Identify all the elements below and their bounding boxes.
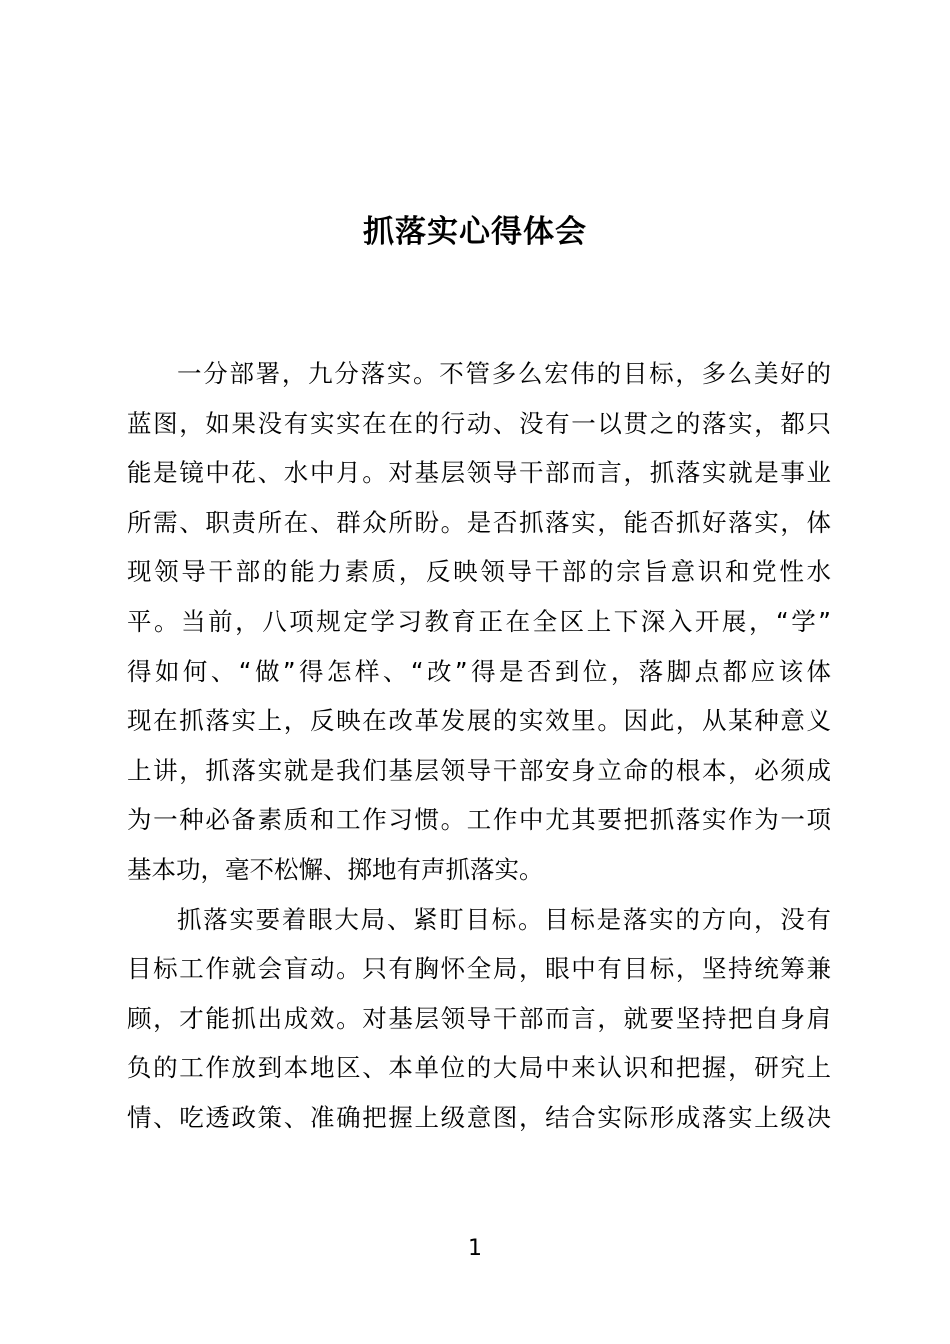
document-body — [127, 349, 831, 1143]
text-line: 上讲，抓落实就是我们基层领导干部安身立命的根本，必须成 — [127, 755, 831, 785]
page-number: 1 — [468, 1236, 482, 1261]
text-line: 平。当前，八项规定学习教育正在全区上下深入开展，“学” — [127, 606, 831, 636]
text-line: 目标工作就会盲动。只有胸怀全局，眼中有目标，坚持统筹兼 — [127, 954, 831, 984]
text-line: 一分部署，九分落实。不管多么宏伟的目标，多么美好的 — [177, 359, 831, 388]
text-line: 抓落实要着眼大局、紧盯目标。目标是落实的方向，没有 — [177, 904, 831, 934]
page-title: 抓落实心得体会 — [363, 214, 587, 250]
text-line: 得如何、“做”得怎样、“改”得是否到位，落脚点都应该体 — [127, 656, 831, 686]
text-line: 能是镜中花、水中月。对基层领导干部而言，抓落实就是事业 — [127, 458, 831, 488]
text-line: 负的工作放到本地区、本单位的大局中来认识和把握，研究上 — [127, 1053, 831, 1083]
paragraph-1 — [127, 349, 831, 895]
text-line: 所需、职责所在、群众所盼。是否抓落实，能否抓好落实，体 — [127, 507, 831, 537]
text-line: 现在抓落实上，反映在改革发展的实效里。因此，从某种意义 — [127, 706, 831, 736]
text-line: 现领导干部的能力素质，反映领导干部的宗旨意识和党性水 — [127, 557, 831, 587]
text-line: 情、吃透政策、准确把握上级意图，结合实际形成落实上级决 — [127, 1102, 831, 1132]
text-line: 为一种必备素质和工作习惯。工作中尤其要把抓落实作为一项 — [127, 805, 831, 835]
paragraph-2 — [127, 895, 831, 1143]
text-line: 蓝图，如果没有实实在在的行动、没有一以贯之的落实，都只 — [127, 408, 831, 438]
text-line: 顾，才能抓出成效。对基层领导干部而言，就要坚持把自身肩 — [127, 1003, 831, 1033]
text-line: 基本功，毫不松懈、掷地有声抓落实。 — [127, 854, 544, 884]
